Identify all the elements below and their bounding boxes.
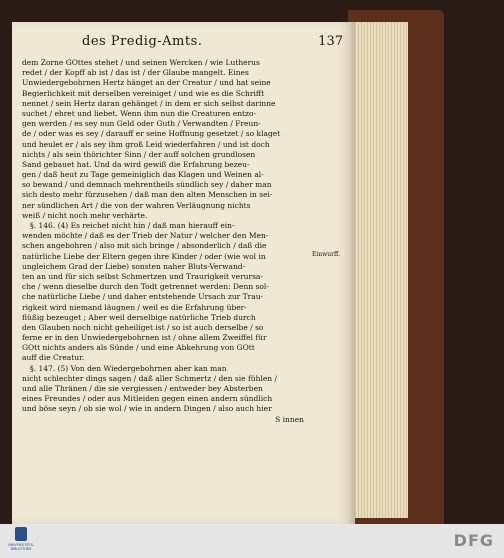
text-line: S innen xyxy=(275,414,304,424)
text-line: sich desto mehr fürzusehen / daß man den alten Menschen in sei- xyxy=(22,190,273,200)
text-line: suchet / ehret und liebet. Wenn ihm nun die Creaturen entzo- xyxy=(22,108,257,118)
text-line: und heulet er / als sey ihm groß Leid wiederfahren / und ist doch xyxy=(22,139,270,149)
text-line: und alle Thränen / die sie vergiessen / entweder bey Absterben xyxy=(22,384,263,393)
margin-note: Einwurff. xyxy=(312,251,340,258)
text-line: flüßig bezeuget ; Aber weil derselbige natürliche Trieb durch xyxy=(22,312,256,322)
library-logo[interactable] xyxy=(6,527,36,555)
page-text-block xyxy=(22,58,344,425)
text-line: ferne er in den Unwiedergebohrnen ist / ohne allem Zweiffel für xyxy=(22,333,267,343)
text-line: wenden möchte / daß es der Trieb der Natur / welcher den Men- xyxy=(22,231,269,241)
text-line: che natürliche Liebe / und daher entstehende Ursach zur Trau- xyxy=(22,292,264,302)
text-line: redet / der Kopff ab ist / das ist / der Glaube mangelt. Eines xyxy=(22,68,249,78)
text-line: schen angebohren / also mit sich bringe / absonderlich / daß die xyxy=(22,241,267,251)
dfg-logo[interactable]: DFG xyxy=(453,531,494,550)
running-head-title: des Predig-Amts. xyxy=(82,34,203,49)
text-line: nennet / sein Hertz daran gehänget / in dem er sich selbst darinne xyxy=(22,98,276,108)
text-line: ten an und für sich selbst Schmertzen und Traurigkeit verursa- xyxy=(22,271,263,281)
text-line: ner sündlichen Art / die von der wahren Verläugnung nichts xyxy=(22,200,251,210)
page-edges xyxy=(350,22,408,518)
text-line: nicht schlechter dings sagen / daß aller Schmertz / den sie fühlen / xyxy=(22,373,278,383)
text-line: ungleichem Grad der Liebe) sonsten naher Bluts-Verwand- xyxy=(22,261,246,271)
text-line: gen / daß heut zu Tage gemeiniglich das Klagen und Weinen al- xyxy=(22,170,264,180)
text-line: §. 147. (5) Von den Wiedergebohrnen aber kan man xyxy=(30,363,227,373)
text-line: dem Zorne GOttes stehet / und seinen Wercken / wie Lutherus xyxy=(22,58,260,67)
library-logo-text: UNIVERSITÄTS- BIBLIOTHEK xyxy=(7,543,35,551)
text-line: den Glauben noch nicht geheiliget ist / so ist auch derselbe / so xyxy=(22,322,264,332)
text-line: so bewand / und demnach mehrentheils sündlich sey / daher man xyxy=(22,180,272,190)
library-crest-icon xyxy=(15,527,27,541)
text-line: GOtt nichts anders als Sünde / und eine Abkehrung von GOtt xyxy=(22,343,255,353)
running-head xyxy=(12,34,355,56)
text-line: de / oder was es sey / darauff er seine Hoffnung gesetzet / so klaget xyxy=(22,129,281,139)
text-line: Begierlichkeit mit derselben vereiniget / und wie es die Schrifft xyxy=(22,88,265,98)
text-line: gen werden / es sey nun Geld oder Guth / Verwandten / Freun- xyxy=(22,119,261,129)
text-line: eines Freundes / oder aus Mitleiden gegen einen andern sündlich xyxy=(22,394,273,404)
text-line: Sand gebauet hat. Und da wird gewiß die Erfahrung bezeu- xyxy=(22,159,250,169)
text-line: natürliche Liebe der Eltern gegen ihre Kinder / oder (wie wol in xyxy=(22,251,266,261)
viewer-footer xyxy=(0,524,504,558)
text-line: nichts / als sein thörichter Sinn / der auff solchen grundlosen xyxy=(22,149,256,159)
book-page xyxy=(12,22,355,524)
text-line: che / wenn dieselbe durch den Todt getrennet werden: Denn sol- xyxy=(22,282,269,292)
text-line: §. 146. (4) Es reichet nicht hin / daß man hierauff ein- xyxy=(30,221,235,230)
text-line: weiß / nicht noch mehr verhärte. xyxy=(22,210,148,220)
text-line: auff die Creatur. xyxy=(22,353,85,363)
text-line: und böse seyn / ob sie wol / wie in andern Dingen / also auch hier xyxy=(22,404,272,414)
text-line: rigkeit wird niemand läugnen / weil es die Erfahrung über- xyxy=(22,302,247,312)
text-line: Unwiedergebohrnen Hertz hänget an der Creatur / und hat seine xyxy=(22,78,271,88)
page-number: 137 xyxy=(318,34,343,49)
